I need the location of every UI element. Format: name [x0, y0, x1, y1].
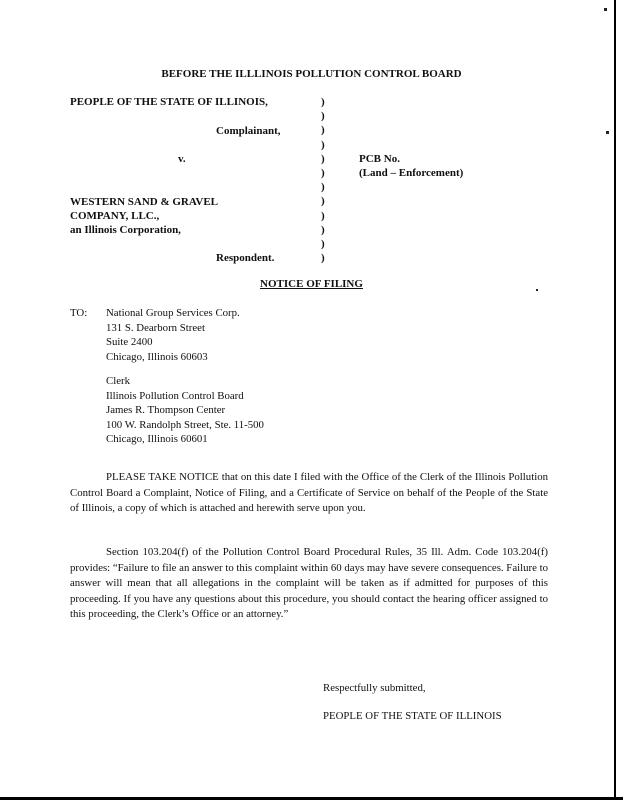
scan-speck	[606, 131, 609, 134]
caption-defendant-role: Respondent.	[216, 252, 275, 264]
scan-speck	[604, 8, 607, 11]
scan-edge-line	[614, 0, 616, 800]
rules-paragraph-text: Section 103.204(f) of the Pollution Control Board Procedural Rules, 35 Ill. Adm. Code 103.204(f) provides: “Failure to file an answer to this complaint within 60 days may have severe consequences. Failure to answer will mean that all allegations in the complaint will be taken as if admitted for purposes of this proceeding. If you have any questions about this procedure, you should contact the hearing officer assigned to this proceeding, the Clerk’s Office or an attorney.”	[70, 546, 548, 620]
caption-versus: v.	[178, 153, 186, 165]
case-number-label: PCB No.	[359, 153, 400, 165]
caption-paren: )	[321, 166, 325, 179]
caption-paren: )	[321, 181, 325, 194]
recipient-line: Illinois Pollution Control Board	[106, 389, 244, 402]
caption-plaintiff-role: Complainant,	[216, 125, 281, 137]
caption-defendant-line: COMPANY, LLC.,	[70, 210, 160, 222]
caption-paren-column	[321, 95, 325, 265]
notice-paragraph-text: PLEASE TAKE NOTICE that on this date I filed with the Office of the Clerk of the Illinois Pollution Control Board a Complaint, Notice of Filing, and a Certificate of Service on behalf of the People of the State of Illinois, a copy of which is attached and herewith serve upon you.	[70, 471, 548, 514]
to-label: TO:	[70, 307, 88, 319]
recipient-line: National Group Services Corp.	[106, 307, 240, 319]
caption-paren: )	[321, 223, 325, 236]
caption-paren: )	[321, 195, 325, 208]
recipient-address-2	[106, 374, 264, 447]
recipient-line: Chicago, Illinois 60603	[106, 350, 208, 363]
caption-defendant-line: WESTERN SAND & GRAVEL	[70, 196, 219, 208]
document-heading: BEFORE THE ILLLINOIS POLLUTION CONTROL BOARD	[161, 68, 462, 80]
caption-paren: )	[321, 209, 325, 222]
caption-paren: )	[321, 96, 325, 108]
caption-paren: )	[321, 138, 325, 151]
recipient-line: 131 S. Dearborn Street	[106, 321, 205, 334]
caption-paren: )	[321, 152, 325, 165]
recipient-line: James R. Thompson Center	[106, 404, 226, 416]
caption-defendant-line: an Illinois Corporation,	[70, 224, 181, 236]
rules-paragraph	[70, 545, 548, 623]
recipient-address-1	[106, 306, 240, 364]
caption-paren: )	[321, 237, 325, 250]
recipient-line: 100 W. Randolph Street, Ste. 11-500	[106, 418, 264, 431]
caption-plaintiff: PEOPLE OF THE STATE OF ILLINOIS,	[70, 96, 268, 108]
closing-line: Respectfully submitted,	[323, 682, 426, 694]
notice-title: NOTICE OF FILING	[260, 278, 363, 290]
caption-paren: )	[321, 252, 325, 265]
recipient-line: Chicago, Illinois 60601	[106, 433, 208, 445]
caption-paren: )	[321, 124, 325, 137]
notice-paragraph	[70, 470, 548, 517]
signatory: PEOPLE OF THE STATE OF ILLINOIS	[323, 710, 502, 722]
recipient-line: Clerk	[106, 375, 130, 387]
caption-paren: )	[321, 110, 325, 123]
recipient-line: Suite 2400	[106, 336, 153, 348]
case-type: (Land – Enforcement)	[359, 167, 464, 179]
